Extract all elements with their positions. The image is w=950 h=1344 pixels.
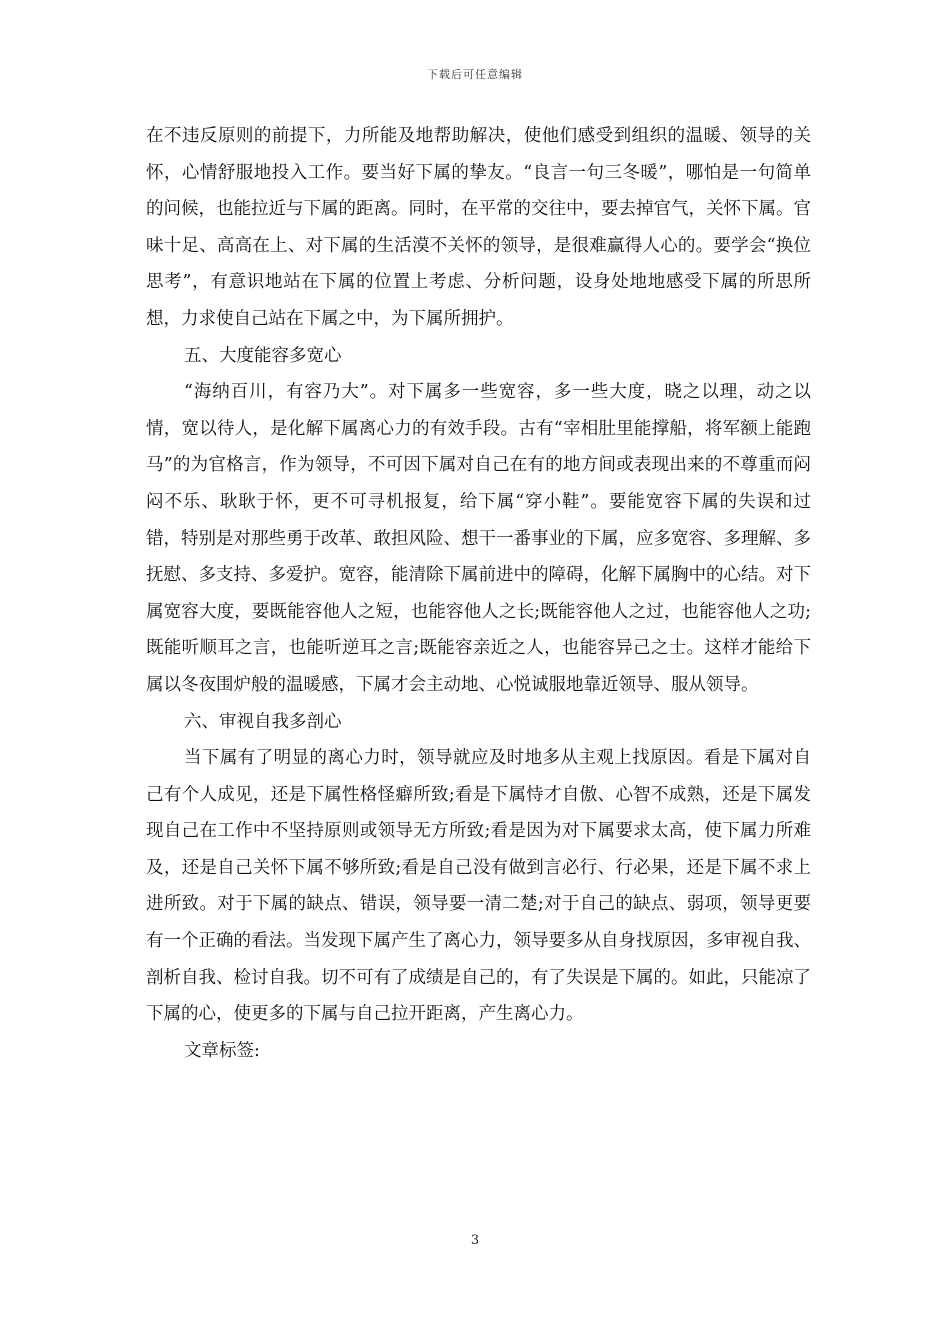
paragraph-tolerance: “海纳百川，有容乃大”。对下属多一些宽容，多一些大度，晓之以理，动之以情，宽以待人，是化解下属离心力的有效手段。古有“宰相肚里能撑船，将军额上能跑马”的为官格言，作为领导，不可因下属对自己在有的地方间或表现出来的不尊重而闷闷不乐、耿耿于怀，更不可寻机报复，给下属“穿小鞋”。要能宽容下属的失误和过错，特别是对那些勇于改革、敢担风险、想干一番事业的下属，应多宽容、多理解、多抚慰、多支持、多爱护。宽容，能清除下属前进中的障碍，化解下属胸中的心结。对下属宽容大度，要既能容他人之短，也能容他人之长;既能容他人之过，也能容他人之功;既能听顺耳之言，也能听逆耳之言;既能容亲近之人，也能容异己之士。这样才能给下属以冬夜围炉般的温暖感，下属才会主动地、心悦诚服地靠近领导、服从领导。 xyxy=(146,382,811,695)
paragraph-continuation: 在不违反原则的前提下，力所能及地帮助解决，使他们感受到组织的温暖、领导的关怀，心情舒服地投入工作。要当好下属的挚友。“良言一句三冬暖”，哪怕是一句简单的问候，也能拉近与下属的距离。同时，在平常的交往中，要去掉官气，关怀下属。官味十足、高高在上、对下属的生活漠不关怀的领导，是很难赢得人心的。要学会“换位思考”，有意识地站在下属的位置上考虑、分析问题，设身处地地感受下属的所思所想，力求使自己站在下属之中，为下属所拥护。 xyxy=(146,126,811,329)
article-tags-label: 文章标签: xyxy=(184,1040,260,1061)
paragraph-self-examination: 当下属有了明显的离心力时，领导就应及时地多从主观上找原因。看是下属对自己有个人成见，还是下属性格怪癖所致;看是下属恃才自傲、心智不成熟，还是下属发现自己在工作中不坚持原则或领导无方所致;看是因为对下属要求太高，使下属力所难及，还是自己关怀下属不够所致;看是自己没有做到言必行、行必果，还是下属不求上进所致。对于下属的缺点、错误，领导要一清二楚;对于自己的缺点、弱项，领导更要有一个正确的看法。当发现下属产生了离心力，领导要多从自身找原因，多审视自我、剖析自我、检讨自我。切不可有了成绩是自己的，有了失误是下属的。如此，只能凉了下属的心，使更多的下属与自己拉开距离，产生离心力。 xyxy=(146,748,811,1025)
page-number: 3 xyxy=(470,1233,480,1248)
section-heading-6: 六、审视自我多剖心 xyxy=(184,711,342,732)
document-body xyxy=(146,118,811,1069)
page-header: 下载后可任意编辑 xyxy=(427,68,523,81)
section-heading-5: 五、大度能容多宽心 xyxy=(184,345,342,366)
